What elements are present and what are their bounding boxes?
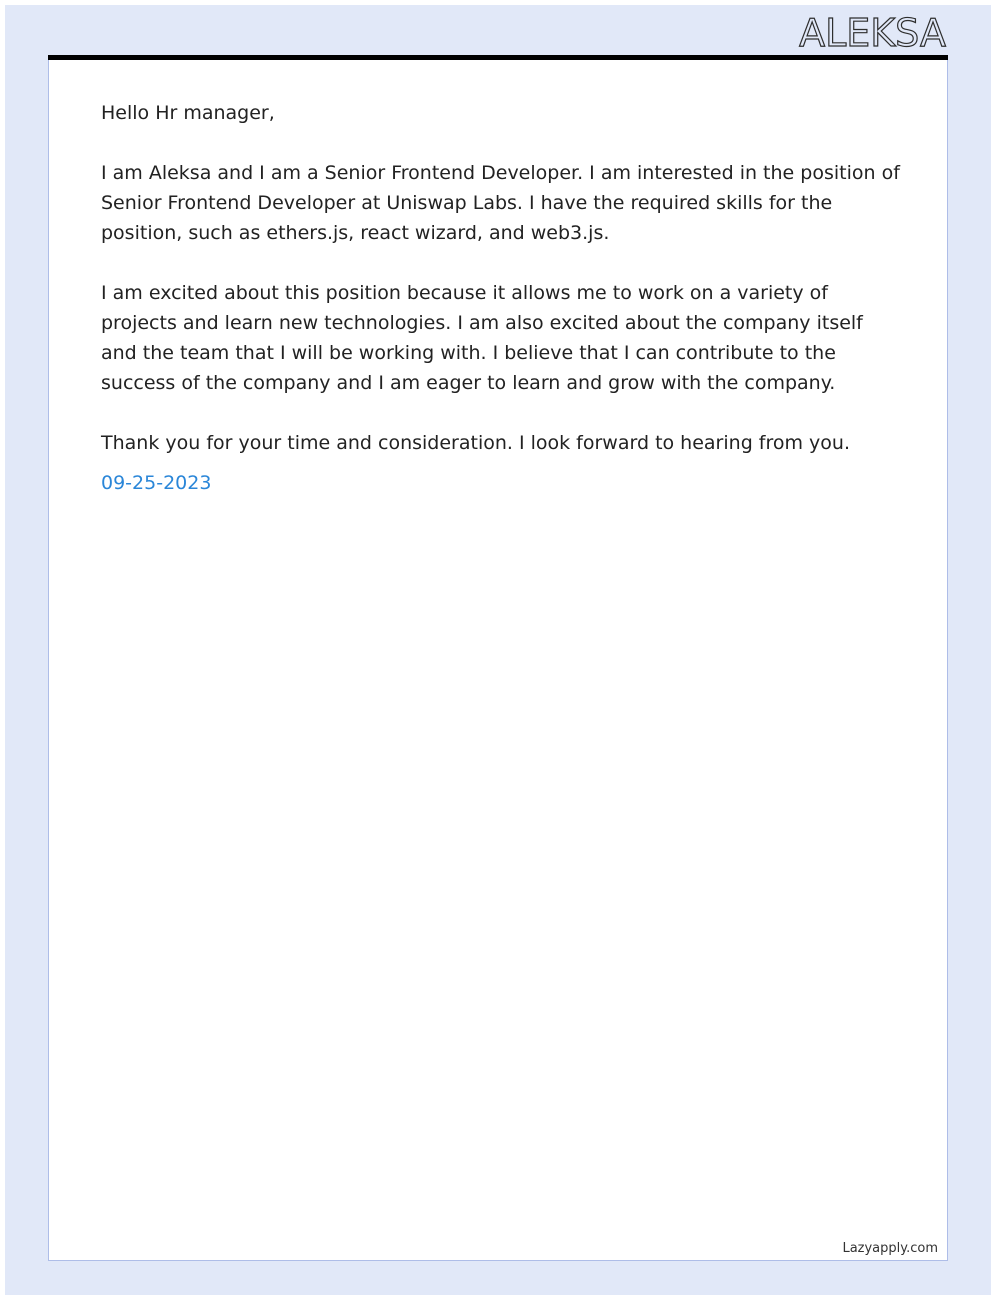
letter-date: 09-25-2023 — [101, 472, 212, 494]
letter-paper — [48, 60, 948, 1261]
letter-paragraph-1: I am Aleksa and I am a Senior Frontend Developer. I am interested in the position of Senior Frontend Developer at Uniswap Labs. I have the required skills for the position, such as ethers.js, react wizard, and web3.js. — [101, 162, 900, 244]
footer-watermark: Lazyapply.com — [842, 1241, 938, 1256]
letter-greeting: Hello Hr manager, — [101, 102, 275, 124]
letter-paragraph-2: I am excited about this position because it allows me to work on a variety of projects and learn new technologies. I am also excited about the company itself and the team that I will be working with. I believe that I can contribute to the success of the company and I am eager to learn and grow with the company. — [101, 282, 863, 394]
letter-closing: Thank you for your time and consideration. I look forward to hearing from you. — [101, 432, 850, 454]
cover-letter-body — [101, 98, 901, 498]
candidate-name-header: ALEKSA — [799, 11, 946, 55]
